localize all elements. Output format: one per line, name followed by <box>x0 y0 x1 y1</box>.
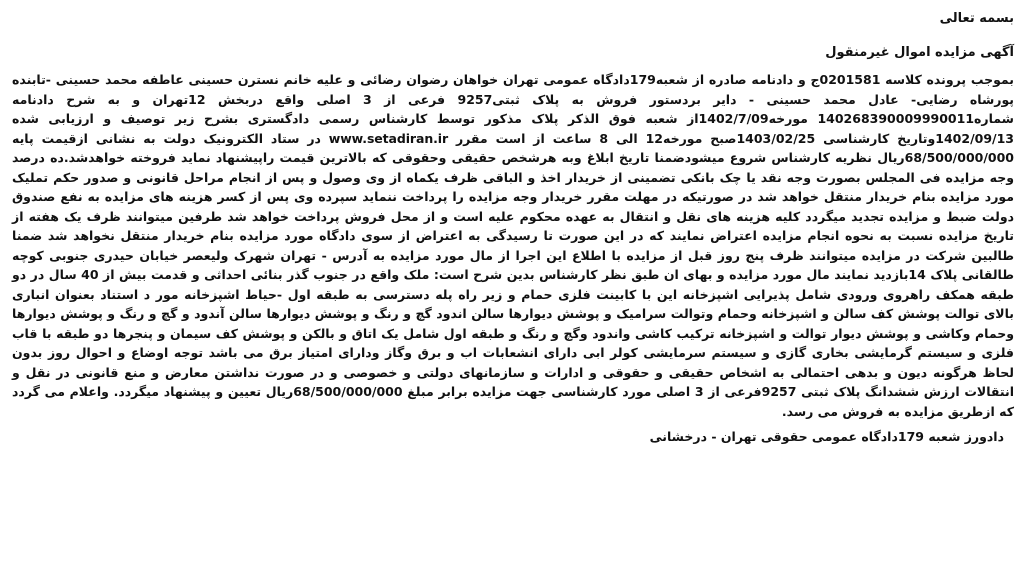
notice-title: آگهی مزایده اموال غیرمنقول <box>825 45 1014 60</box>
notice-body: بموجب پرونده کلاسه 0201581ج و دادنامه صادره از شعبه179دادگاه عمومی تهران خواهان رضوان رضائی و علیه خانم نسترن حسینی عاطفه محمد حسینی -تابنده پورشاه رضایی- عادل محمد حسینی - دایر بردستور فروش به پلاک ثبتی9257 فرعی از 3 اصلی واقع دربخش 12تهران و به شرح دادنامه شماره140268390009990011 مورخه1402/7/09از شعبه فوق الذکر پلاک مذکور توسط کارشناس رسمی دادگستری بشرح زیر توصیف و ارزیابی شده 1402/09/13وتاریخ کارشناسی 1403/02/25صبح مورخه12 الی 8 ساعت از است مقرر www.setadiran.ir در ستاد الکترونیک دولت به نشانی ازقیمت پایه 68/500/000/000ریال نظریه کارشناس شروع میشودضمنا تاریخ ابلاغ وبه هرشخص حقیقی وحقوقی که بالاترین قیمت راپیشنهاد نماید فروخته خواهدشد.ده درصد وجه مزایده فی المجلس بصورت وجه نقد یا چک بانکی تضمینی از خریدار اخذ و الباقی ظرف یکماه از وی وصول و پس از انجام مراحل قانونی و صدور حکم تملیک مورد مزایده بنام خریدار منتقل خواهد شد در صورتیکه در مهلت مقرر خریدار وجه مزایده را پرداخت ننماید سپرده وی پس از کسر هزینه های مزایده به نفع صندوق دولت ضبط و مزایده تجدید میگردد کلیه هزینه های نقل و انتقال به عهده محکوم علیه است و از محل فروش پرداخت خواهد شد طرفین میتوانند ظرف یک هفته از تاریخ مزایده نسبت به نحوه انجام مزایده اعتراض نمایند که در این صورت تا رسیدگی به اعتراض از سوی دادگاه مورد مزایده بنام خریدار منتقل نخواهد شد ضمنا طالبین شرکت در مزایده میتوانند ظرف پنج روز قبل از مزایده با اطلاع این اجرا از مال مورد مزایده به آدرس - تهران شهرک ولیعصر خیابان حیدری جنوبی کوچه طالقانی پلاک 14بازدید نمایند مال مورد مزایده و بهای ان طبق نظر کارشناس بدین شرح است: ملک واقع در جنوب گذر بنائی احداثی و قدمت بیش از 40 سال در دو طبقه همکف راهروی ورودی شامل پذیرایی اشپزخانه این با کابینت فلزی حمام و زیر راه پله دسترسی به طبقه اول -حیاط اشپزخانه مور د استناد بعنوان انباری بالای توالت پوشش کف سالن و اشپزخانه وحمام وتوالت سرامیک و پوشش دیوارها سالن اندود گچ و رنگ و پوشش دیوارها سالن آندود و گچ و رنگ و پوشش دیوارها وحمام وکاشی و پوشش دیوار توالت و اشپزخانه ترکیب کاشی واندود وگچ و رنگ و طبقه اول شامل یک اتاق و بالکن و پوشش کف سیمان و پنجرها دو طبقه با قاب فلزی و سیستم گرمایشی بخاری گازی و سیستم سرمایشی کولر ابی دارای انشعابات اب و برق وگاز ودارای امتیاز برق می باشد توجه اوضاع و احوال روز بدون لحاظ هرگونه دیون و بدهی احتمالی به اشخاص حقیقی و حقوقی و ادارات و سازمانهای دولتی و خصوصی و در صورت نداشتن معارض و منع قانونی در نقل و انتقالات ارزش ششدانگ پلاک ثبتی 9257فرعی از 3 اصلی مورد کارشناسی جهت مزایده برابر مبلغ 68/500/000/000ریال تعیین و پیشنهاد میگردد. واعلام می گردد که ازطریق مزایده به فروش می رسد. <box>12 72 1015 419</box>
invocation-heading: بسمه تعالی <box>939 11 1014 26</box>
bailiff-signature-line: دادورز شعبه 179دادگاه عمومی حقوقی تهران - درخشانی <box>649 429 1004 444</box>
